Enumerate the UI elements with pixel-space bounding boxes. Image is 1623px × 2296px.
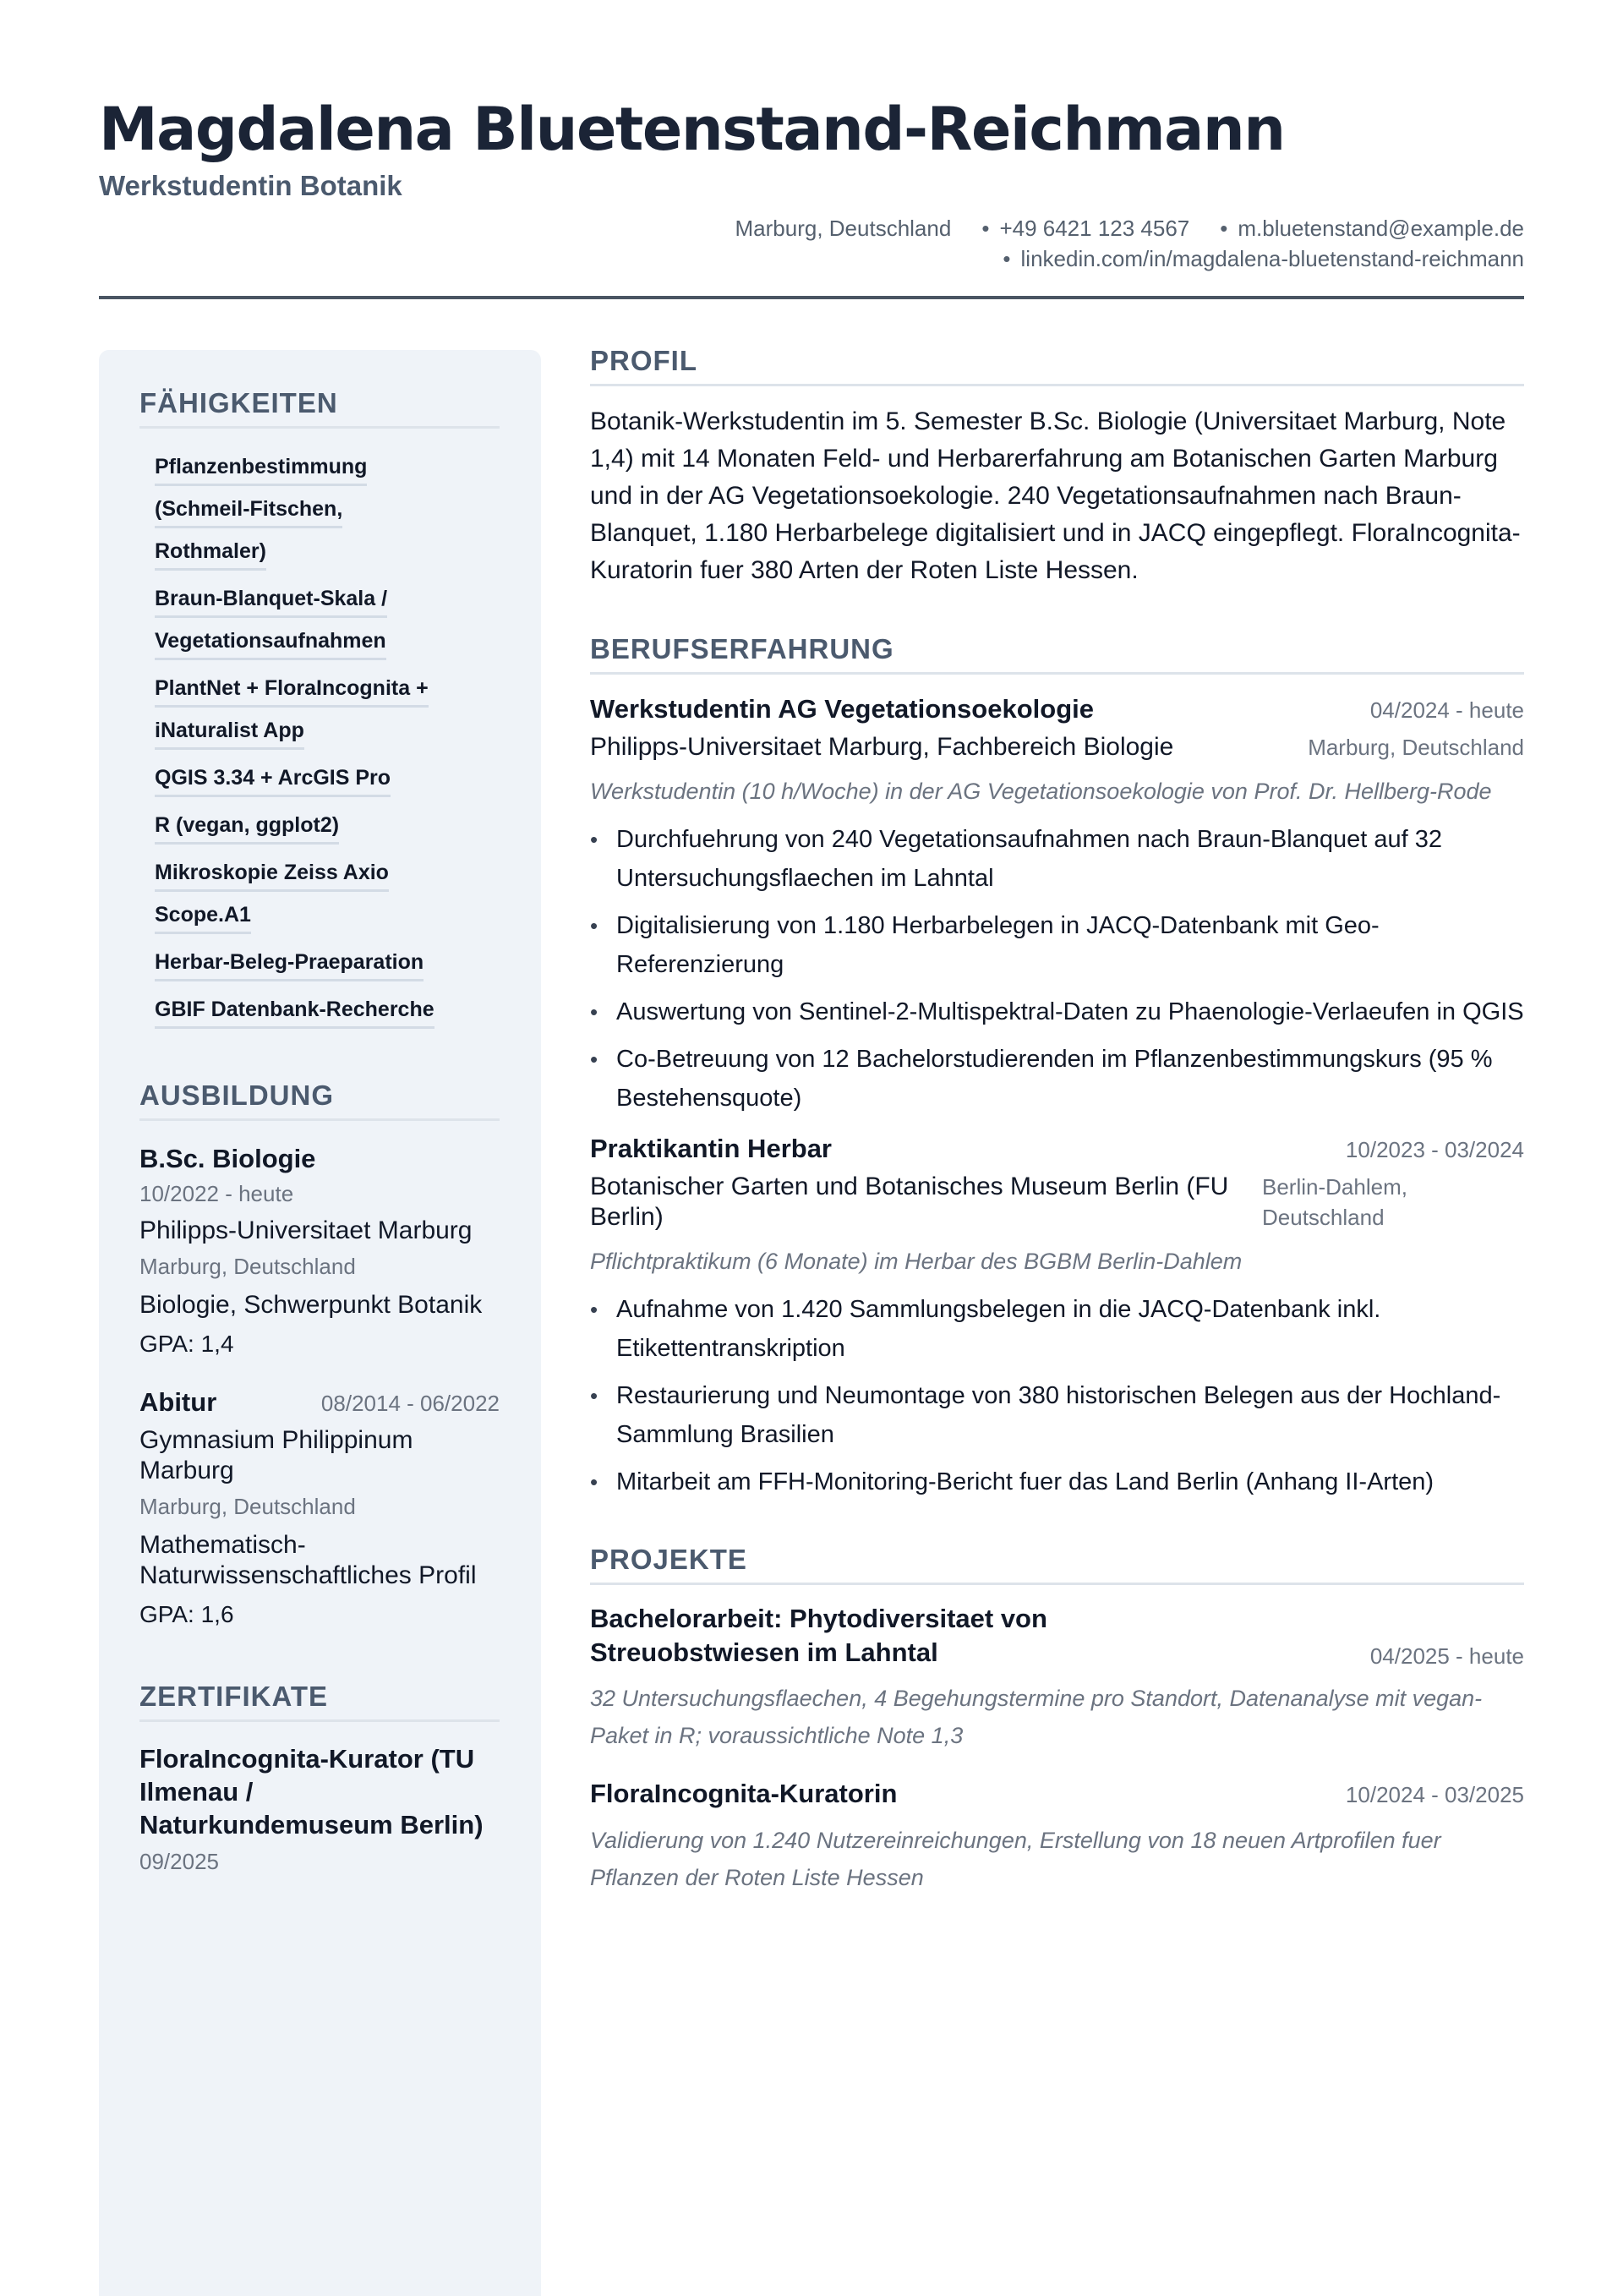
skill-item bbox=[139, 667, 500, 752]
skill-text: iNaturalist App bbox=[155, 719, 304, 750]
education-institution: Philipps-Universitaet Marburg bbox=[139, 1216, 473, 1244]
project-title: FloraIncognita-Kuratorin bbox=[590, 1779, 898, 1808]
skills-heading: FÄHIGKEITEN bbox=[139, 387, 500, 429]
projects-heading: PROJEKTE bbox=[590, 1544, 1524, 1585]
skill-text: (Schmeil-Fitschen, bbox=[155, 497, 342, 528]
job-title-row bbox=[590, 692, 1524, 727]
education-degree: B.Sc. Biologie bbox=[139, 1144, 316, 1173]
education-institution: Gymnasium Philippinum Marburg bbox=[139, 1426, 413, 1484]
skill-text: Braun-Blanquet-Skala / bbox=[155, 587, 387, 618]
job-bullet: • Auswertung von Sentinel-2-Multispektral-Daten zu Phaenologie-Verlaeufen in QGIS bbox=[590, 992, 1524, 1031]
certificate-title: FloraIncognita-Kurator (TU Ilmenau / Naturkundemuseum Berlin) bbox=[139, 1744, 484, 1840]
contact-location: Marburg, Deutschland bbox=[735, 216, 952, 241]
skill-text: Mikroskopie Zeiss Axio bbox=[155, 861, 389, 892]
job-title: Praktikantin Herbar bbox=[590, 1134, 832, 1163]
candidate-subtitle: Werkstudentin Botanik bbox=[99, 170, 402, 201]
job-title: Werkstudentin AG Vegetationsoekologie bbox=[590, 694, 1094, 724]
skill-label bbox=[139, 988, 500, 1030]
skill-item bbox=[139, 577, 500, 662]
job-bullet: • Restaurierung und Neumontage von 380 historischen Belegen aus der Hochland-Sammlung Brasilien bbox=[590, 1376, 1524, 1454]
job-date: 10/2023 - 03/2024 bbox=[1345, 1137, 1524, 1162]
job-org: Botanischer Garten und Botanisches Museum Berlin (FU Berlin) bbox=[590, 1173, 1229, 1231]
resume-header bbox=[99, 91, 1524, 271]
education-degree: Abitur bbox=[139, 1387, 217, 1417]
project-date: 04/2025 - heute bbox=[1369, 1643, 1524, 1669]
contact-linkedin[interactable]: linkedin.com/in/magdalena-bluetenstand-reichmann bbox=[1020, 246, 1524, 271]
education-heading: AUSBILDUNG bbox=[139, 1080, 500, 1121]
education-gpa: GPA: 1,4 bbox=[139, 1331, 234, 1357]
job-bullet: • Co-Betreuung von 12 Bachelorstudierenden im Pflanzenbestimmungskurs (95 % Bestehensquote) bbox=[590, 1040, 1524, 1118]
project-title: Bachelorarbeit: Phytodiversitaet von Streuobstwiesen im Lahntal bbox=[590, 1604, 1047, 1667]
project-entry bbox=[590, 1776, 1524, 1896]
job-bullet: • Mitarbeit am FFH-Monitoring-Bericht fuer das Land Berlin (Anhang II-Arten) bbox=[590, 1462, 1524, 1501]
contact-phone-item bbox=[981, 213, 1189, 243]
skill-item bbox=[139, 941, 500, 983]
project-description: 32 Untersuchungsflaechen, 4 Begehungstermine pro Standort, Datenanalyse mit vegan-Paket in R; voraussichtliche Note 1,3 bbox=[590, 1686, 1483, 1748]
project-date: 10/2024 - 03/2025 bbox=[1345, 1782, 1524, 1807]
skill-label bbox=[139, 709, 500, 752]
education-location: Marburg, Deutschland bbox=[139, 1494, 356, 1519]
contact-linkedin-item bbox=[1003, 243, 1524, 274]
contact-phone[interactable]: +49 6421 123 4567 bbox=[999, 216, 1190, 241]
job-bullet: • Durchfuehrung von 240 Vegetationsaufnahmen nach Braun-Blanquet auf 32 Untersuchungsflaechen im Lahntal bbox=[590, 820, 1524, 898]
project-title-row bbox=[590, 1776, 1524, 1812]
job-bullet: • Aufnahme von 1.420 Sammlungsbelegen in die JACQ-Datenbank inkl. Etikettentranskription bbox=[590, 1290, 1524, 1368]
job-entry bbox=[590, 692, 1524, 1118]
skill-label bbox=[139, 804, 500, 846]
certificate-entry bbox=[139, 1742, 500, 1878]
candidate-name: Magdalena Bluetenstand-Reichmann bbox=[99, 95, 1285, 164]
skill-text: Vegetationsaufnahmen bbox=[155, 629, 386, 660]
job-description: Pflichtpraktikum (6 Monate) im Herbar des BGBM Berlin-Dahlem bbox=[590, 1249, 1243, 1274]
education-field: Mathematisch-Naturwissenschaftliches Profil bbox=[139, 1531, 477, 1589]
skill-item bbox=[139, 988, 500, 1030]
job-title-row bbox=[590, 1131, 1524, 1167]
job-org-row bbox=[590, 1172, 1524, 1233]
skill-item bbox=[139, 804, 500, 846]
job-org-row bbox=[590, 732, 1524, 763]
contact-email-item bbox=[1220, 213, 1524, 243]
education-date: 08/2014 - 06/2022 bbox=[320, 1391, 500, 1416]
contact-info bbox=[552, 213, 1524, 274]
skill-item bbox=[139, 757, 500, 799]
project-entry bbox=[590, 1602, 1524, 1754]
skill-item bbox=[139, 851, 500, 936]
contact-email[interactable]: m.bluetenstand@example.de bbox=[1238, 216, 1524, 241]
skill-label bbox=[139, 894, 500, 936]
education-field: Biologie, Schwerpunkt Botanik bbox=[139, 1291, 483, 1319]
certificates-heading: ZERTIFIKATE bbox=[139, 1681, 500, 1722]
skill-text: PlantNet + FloraIncognita + bbox=[155, 676, 429, 708]
skill-label bbox=[139, 620, 500, 662]
education-location: Marburg, Deutschland bbox=[139, 1254, 356, 1279]
skill-label bbox=[139, 941, 500, 983]
bullet-dot: • bbox=[981, 216, 990, 241]
skill-text: GBIF Datenbank-Recherche bbox=[155, 998, 434, 1029]
job-entry bbox=[590, 1131, 1524, 1501]
skill-label bbox=[139, 530, 500, 572]
job-location: Berlin-Dahlem, Deutschland bbox=[1262, 1174, 1407, 1230]
skill-item bbox=[139, 446, 500, 572]
job-bullets bbox=[590, 1290, 1524, 1501]
bullet-dot: • bbox=[1003, 246, 1011, 271]
skill-text: R (vegan, ggplot2) bbox=[155, 813, 339, 845]
header-divider bbox=[99, 296, 1524, 299]
skill-text: QGIS 3.34 + ArcGIS Pro bbox=[155, 766, 391, 797]
job-org: Philipps-Universitaet Marburg, Fachbereich Biologie bbox=[590, 733, 1174, 761]
skill-label bbox=[139, 757, 500, 799]
main-column bbox=[590, 345, 1524, 1896]
skill-label bbox=[139, 488, 500, 530]
bullet-dot: • bbox=[1220, 216, 1228, 241]
skill-text: Scope.A1 bbox=[155, 903, 251, 934]
job-bullet: • Digitalisierung von 1.180 Herbarbelegen in JACQ-Datenbank mit Geo-Referenzierung bbox=[590, 906, 1524, 984]
profile-heading: PROFIL bbox=[590, 345, 1524, 386]
skill-text: Herbar-Beleg-Praeparation bbox=[155, 950, 424, 981]
profile-text: Botanik-Werkstudentin im 5. Semester B.Sc. Biologie (Universitaet Marburg, Note 1,4) mit 14 Monaten Feld- und Herbarerfahrung am Botanischen Garten Marburg und in der AG Vegetationsoekologie. 240 Vegetationsaufnahmen nach Braun-Blanquet, 1.180 Herbarbelege digitalisiert und in JACQ eingepflegt. FloraIncognita-Kuratorin fuer 380 Arten der Roten Liste Hessen. bbox=[590, 407, 1521, 584]
education-entry bbox=[139, 1385, 500, 1632]
skills-list bbox=[139, 446, 500, 1030]
sidebar-content bbox=[139, 387, 500, 1878]
project-description: Validierung von 1.240 Nutzereinreichungen, Erstellung von 18 neuen Artprofilen fuer Pflanzen der Roten Liste Hessen bbox=[590, 1828, 1441, 1890]
sidebar bbox=[99, 350, 541, 2296]
education-gpa: GPA: 1,6 bbox=[139, 1601, 234, 1627]
project-title-row bbox=[590, 1602, 1524, 1670]
education-entry bbox=[139, 1141, 500, 1361]
experience-heading: BERUFSERFAHRUNG bbox=[590, 633, 1524, 675]
skill-label bbox=[139, 667, 500, 709]
skill-label bbox=[139, 446, 500, 488]
job-description: Werkstudentin (10 h/Woche) in der AG Vegetationsoekologie von Prof. Dr. Hellberg-Rode bbox=[590, 779, 1492, 804]
certificate-date: 09/2025 bbox=[139, 1849, 219, 1874]
skill-label bbox=[139, 851, 500, 894]
education-title-row bbox=[139, 1385, 500, 1420]
skill-label bbox=[139, 577, 500, 620]
job-location: Marburg, Deutschland bbox=[1308, 735, 1524, 760]
job-bullets bbox=[590, 820, 1524, 1118]
skill-text: Pflanzenbestimmung bbox=[155, 455, 367, 486]
skill-text: Rothmaler) bbox=[155, 539, 266, 571]
job-date: 04/2024 - heute bbox=[1369, 697, 1524, 723]
education-date: 10/2022 - heute bbox=[139, 1181, 294, 1206]
